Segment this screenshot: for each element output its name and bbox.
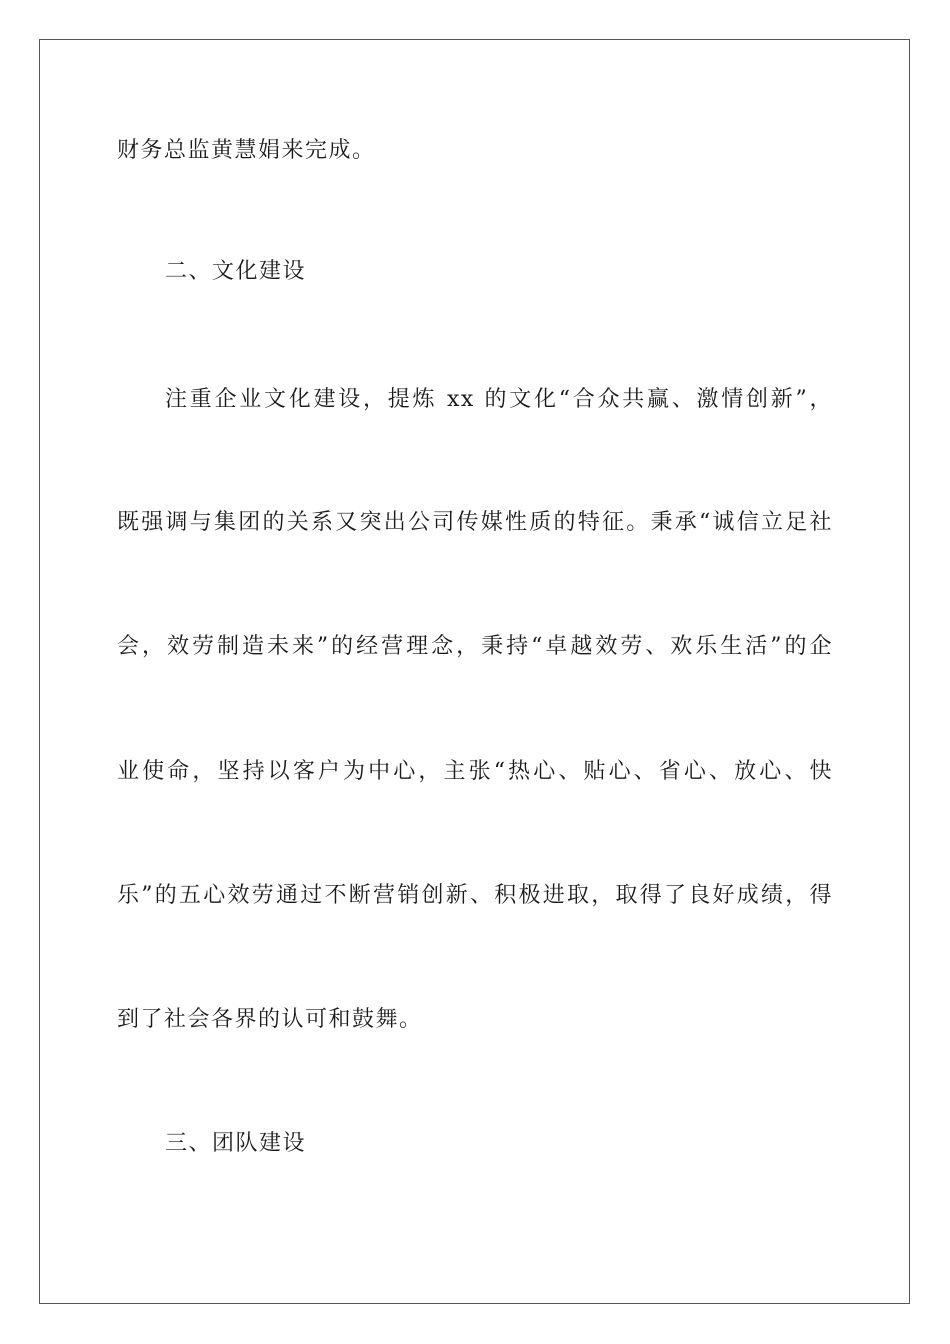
paragraph-line-1: 注重企业文化建设，提炼 xx 的文化“合众共赢、激情创新”， [165, 387, 833, 412]
paragraph-line-4: 业使命，坚持以客户为中心，主张“热心、贴心、省心、放心、快 [117, 759, 833, 784]
paragraph-line-6: 到了社会各界的认可和鼓舞。 [117, 1007, 423, 1032]
section-heading-team: 三、团队建设 [165, 1131, 307, 1156]
paragraph-line-5: 乐”的五心效劳通过不断营销创新、积极进取，取得了良好成绩，得 [117, 883, 833, 908]
page-frame [39, 39, 910, 1304]
section-heading-culture: 二、文化建设 [165, 259, 307, 284]
text-line-continuation: 财务总监黄慧娟来完成。 [117, 138, 376, 163]
paragraph-line-3: 会，效劳制造未来”的经营理念，秉持“卓越效劳、欢乐生活”的企 [117, 634, 833, 659]
paragraph-line-2: 既强调与集团的关系又突出公司传媒性质的特征。秉承“诚信立足社 [117, 510, 833, 535]
